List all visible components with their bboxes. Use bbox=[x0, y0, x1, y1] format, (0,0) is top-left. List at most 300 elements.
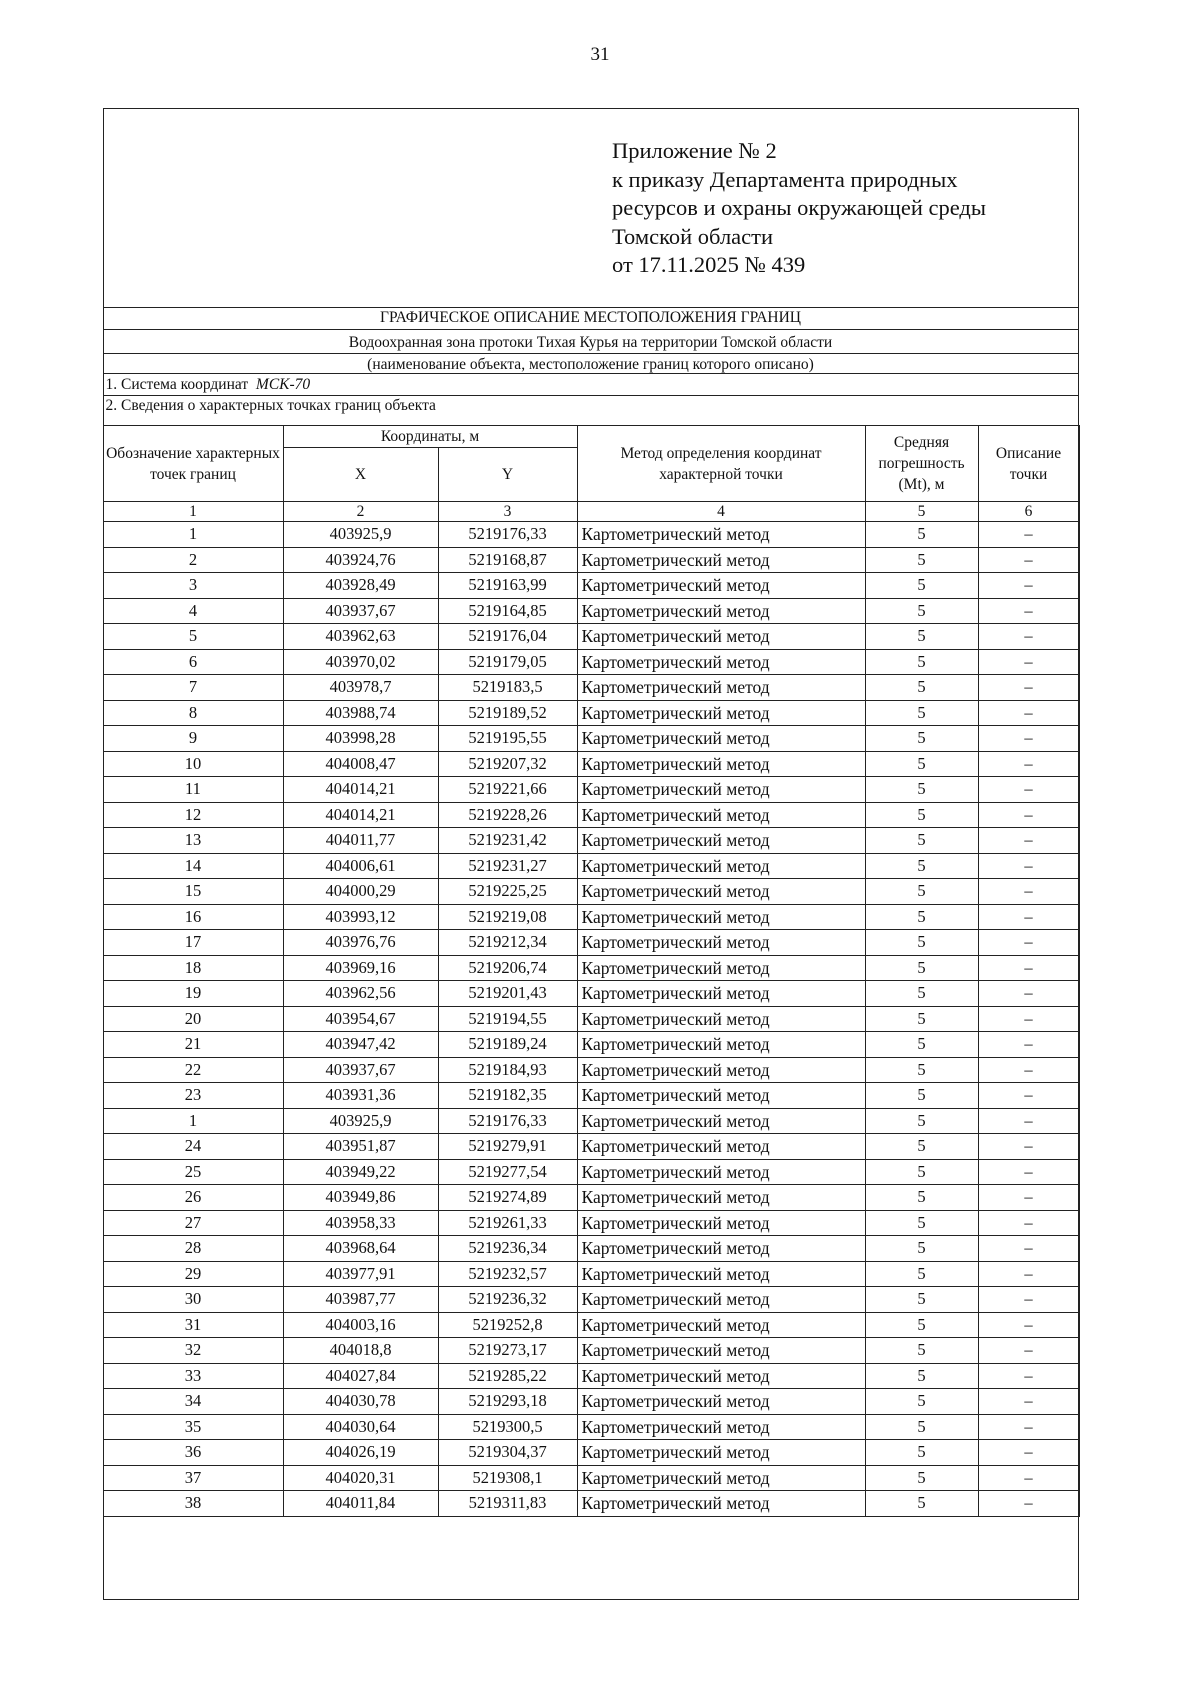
cell-coord-y: 5219231,42 bbox=[438, 828, 577, 854]
cell-coord-y: 5219261,33 bbox=[438, 1210, 577, 1236]
cell-coord-x: 404020,31 bbox=[283, 1465, 438, 1491]
cell-point-id: 2 bbox=[103, 547, 283, 573]
cell-accuracy: 5 bbox=[865, 675, 978, 701]
col-header-x: X bbox=[283, 448, 438, 502]
page-number: 31 bbox=[590, 44, 610, 65]
cell-description: – bbox=[978, 547, 1079, 573]
object-caption: (наименование объекта, местоположение границ которого описано) bbox=[103, 353, 1079, 373]
cell-method: Картометрический метод bbox=[577, 828, 865, 854]
cell-coord-y: 5219206,74 bbox=[438, 955, 577, 981]
cell-coord-x: 403949,86 bbox=[283, 1185, 438, 1211]
table-row bbox=[103, 930, 1079, 956]
cell-accuracy: 5 bbox=[865, 981, 978, 1007]
cell-coord-x: 403998,28 bbox=[283, 726, 438, 752]
col-header-accuracy: Средняя погрешность (Mt), м bbox=[865, 426, 978, 502]
cell-accuracy: 5 bbox=[865, 1389, 978, 1415]
cell-description: – bbox=[978, 1210, 1079, 1236]
cell-accuracy: 5 bbox=[865, 1006, 978, 1032]
cell-coord-x: 404030,78 bbox=[283, 1389, 438, 1415]
cell-point-id: 13 bbox=[103, 828, 283, 854]
col-header-description: Описание точки bbox=[978, 426, 1079, 502]
table-row bbox=[103, 981, 1079, 1007]
cell-coord-y: 5219183,5 bbox=[438, 675, 577, 701]
cell-point-id: 12 bbox=[103, 802, 283, 828]
table-row bbox=[103, 1465, 1079, 1491]
cell-accuracy: 5 bbox=[865, 1134, 978, 1160]
cell-coord-x: 404000,29 bbox=[283, 879, 438, 905]
table-row bbox=[103, 1287, 1079, 1313]
cell-coord-x: 403962,63 bbox=[283, 624, 438, 650]
cell-method: Картометрический метод bbox=[577, 802, 865, 828]
table-row bbox=[103, 1057, 1079, 1083]
cell-coord-x: 403937,67 bbox=[283, 598, 438, 624]
cell-point-id: 5 bbox=[103, 624, 283, 650]
table-row bbox=[103, 1312, 1079, 1338]
cell-method: Картометрический метод bbox=[577, 1261, 865, 1287]
cell-point-id: 33 bbox=[103, 1363, 283, 1389]
cell-method: Картометрический метод bbox=[577, 1287, 865, 1313]
cell-coord-x: 404011,77 bbox=[283, 828, 438, 854]
cell-coord-y: 5219232,57 bbox=[438, 1261, 577, 1287]
cell-coord-x: 403951,87 bbox=[283, 1134, 438, 1160]
col-header-y: Y bbox=[438, 448, 577, 502]
cell-accuracy: 5 bbox=[865, 955, 978, 981]
cell-coord-x: 403988,74 bbox=[283, 700, 438, 726]
cell-method: Картометрический метод bbox=[577, 853, 865, 879]
cell-accuracy: 5 bbox=[865, 930, 978, 956]
table-row bbox=[103, 1185, 1079, 1211]
col-header-point: Обозначение характерных точек границ bbox=[103, 426, 283, 502]
coordinate-system-value: МСК-70 bbox=[255, 376, 311, 393]
table-row bbox=[103, 1389, 1079, 1415]
cell-method: Картометрический метод bbox=[577, 1032, 865, 1058]
table-row bbox=[103, 879, 1079, 905]
cell-method: Картометрический метод bbox=[577, 751, 865, 777]
cell-accuracy: 5 bbox=[865, 726, 978, 752]
table-row bbox=[103, 547, 1079, 573]
cell-coord-y: 5219300,5 bbox=[438, 1414, 577, 1440]
cell-method: Картометрический метод bbox=[577, 1312, 865, 1338]
cell-coord-x: 404030,64 bbox=[283, 1414, 438, 1440]
cell-accuracy: 5 bbox=[865, 751, 978, 777]
cell-point-id: 9 bbox=[103, 726, 283, 752]
table-row bbox=[103, 1414, 1079, 1440]
cell-coord-x: 403954,67 bbox=[283, 1006, 438, 1032]
cell-accuracy: 5 bbox=[865, 879, 978, 905]
table-row bbox=[103, 700, 1079, 726]
cell-coord-y: 5219228,26 bbox=[438, 802, 577, 828]
cell-description: – bbox=[978, 522, 1079, 548]
table-row bbox=[103, 1440, 1079, 1466]
cell-method: Картометрический метод bbox=[577, 930, 865, 956]
cell-coord-y: 5219201,43 bbox=[438, 981, 577, 1007]
document-frame bbox=[103, 108, 1079, 1600]
cell-coord-y: 5219308,1 bbox=[438, 1465, 577, 1491]
table-row bbox=[103, 828, 1079, 854]
cell-point-id: 1 bbox=[103, 1108, 283, 1134]
cell-description: – bbox=[978, 649, 1079, 675]
cell-coord-x: 403925,9 bbox=[283, 522, 438, 548]
cell-coord-y: 5219304,37 bbox=[438, 1440, 577, 1466]
cell-coord-y: 5219179,05 bbox=[438, 649, 577, 675]
table-row bbox=[103, 1363, 1079, 1389]
coordinate-system-label: 1. Система координат bbox=[105, 376, 249, 393]
cell-coord-y: 5219168,87 bbox=[438, 547, 577, 573]
cell-description: – bbox=[978, 828, 1079, 854]
cell-point-id: 20 bbox=[103, 1006, 283, 1032]
cell-accuracy: 5 bbox=[865, 1032, 978, 1058]
cell-coord-x: 404006,61 bbox=[283, 853, 438, 879]
cell-coord-x: 403978,7 bbox=[283, 675, 438, 701]
cell-coord-x: 403925,9 bbox=[283, 1108, 438, 1134]
cell-coord-y: 5219277,54 bbox=[438, 1159, 577, 1185]
table-row bbox=[103, 1210, 1079, 1236]
cell-method: Картометрический метод bbox=[577, 1057, 865, 1083]
cell-point-id: 4 bbox=[103, 598, 283, 624]
column-number: 6 bbox=[978, 502, 1079, 522]
appendix-line: ресурсов и охраны окружающей среды bbox=[612, 195, 986, 220]
cell-method: Картометрический метод bbox=[577, 1338, 865, 1364]
cell-description: – bbox=[978, 726, 1079, 752]
cell-accuracy: 5 bbox=[865, 624, 978, 650]
cell-coord-x: 403924,76 bbox=[283, 547, 438, 573]
cell-description: – bbox=[978, 802, 1079, 828]
cell-method: Картометрический метод bbox=[577, 879, 865, 905]
cell-point-id: 26 bbox=[103, 1185, 283, 1211]
cell-point-id: 37 bbox=[103, 1465, 283, 1491]
table-row bbox=[103, 649, 1079, 675]
table-row bbox=[103, 726, 1079, 752]
appendix-line: от 17.11.2025 № 439 bbox=[612, 252, 806, 277]
cell-accuracy: 5 bbox=[865, 1363, 978, 1389]
cell-point-id: 38 bbox=[103, 1491, 283, 1517]
cell-point-id: 14 bbox=[103, 853, 283, 879]
cell-point-id: 28 bbox=[103, 1236, 283, 1262]
cell-description: – bbox=[978, 1338, 1079, 1364]
cell-coord-x: 403969,16 bbox=[283, 955, 438, 981]
appendix-header bbox=[612, 137, 986, 280]
table-row bbox=[103, 1108, 1079, 1134]
cell-description: – bbox=[978, 700, 1079, 726]
cell-coord-y: 5219184,93 bbox=[438, 1057, 577, 1083]
cell-coord-y: 5219163,99 bbox=[438, 573, 577, 599]
cell-coord-y: 5219311,83 bbox=[438, 1491, 577, 1517]
cell-description: – bbox=[978, 1057, 1079, 1083]
cell-description: – bbox=[978, 1389, 1079, 1415]
cell-coord-y: 5219176,04 bbox=[438, 624, 577, 650]
cell-accuracy: 5 bbox=[865, 1236, 978, 1262]
column-number: 1 bbox=[103, 502, 283, 522]
cell-coord-y: 5219274,89 bbox=[438, 1185, 577, 1211]
cell-accuracy: 5 bbox=[865, 700, 978, 726]
cell-point-id: 1 bbox=[103, 522, 283, 548]
cell-coord-x: 404014,21 bbox=[283, 802, 438, 828]
cell-method: Картометрический метод bbox=[577, 1134, 865, 1160]
cell-accuracy: 5 bbox=[865, 1185, 978, 1211]
cell-coord-x: 403947,42 bbox=[283, 1032, 438, 1058]
cell-method: Картометрический метод bbox=[577, 1414, 865, 1440]
cell-description: – bbox=[978, 675, 1079, 701]
document-title: ГРАФИЧЕСКОЕ ОПИСАНИЕ МЕСТОПОЛОЖЕНИЯ ГРАНИЦ bbox=[103, 307, 1079, 329]
cell-method: Картометрический метод bbox=[577, 726, 865, 752]
cell-coord-y: 5219176,33 bbox=[438, 522, 577, 548]
table-row bbox=[103, 1083, 1079, 1109]
cell-method: Картометрический метод bbox=[577, 573, 865, 599]
cell-description: – bbox=[978, 955, 1079, 981]
cell-method: Картометрический метод bbox=[577, 1159, 865, 1185]
cell-method: Картометрический метод bbox=[577, 700, 865, 726]
cell-method: Картометрический метод bbox=[577, 1491, 865, 1517]
cell-description: – bbox=[978, 1236, 1079, 1262]
cell-description: – bbox=[978, 1159, 1079, 1185]
cell-point-id: 35 bbox=[103, 1414, 283, 1440]
cell-description: – bbox=[978, 1083, 1079, 1109]
cell-description: – bbox=[978, 573, 1079, 599]
cell-description: – bbox=[978, 1312, 1079, 1338]
table-row bbox=[103, 955, 1079, 981]
column-number-row bbox=[103, 502, 1079, 522]
cell-coord-y: 5219231,27 bbox=[438, 853, 577, 879]
cell-point-id: 34 bbox=[103, 1389, 283, 1415]
cell-description: – bbox=[978, 1261, 1079, 1287]
appendix-line: Приложение № 2 bbox=[612, 138, 777, 163]
cell-method: Картометрический метод bbox=[577, 1389, 865, 1415]
cell-coord-x: 403970,02 bbox=[283, 649, 438, 675]
cell-coord-x: 403958,33 bbox=[283, 1210, 438, 1236]
cell-coord-x: 404014,21 bbox=[283, 777, 438, 803]
cell-accuracy: 5 bbox=[865, 777, 978, 803]
cell-description: – bbox=[978, 879, 1079, 905]
cell-coord-y: 5219176,33 bbox=[438, 1108, 577, 1134]
cell-accuracy: 5 bbox=[865, 1465, 978, 1491]
column-number: 3 bbox=[438, 502, 577, 522]
table-row bbox=[103, 751, 1079, 777]
cell-coord-x: 403928,49 bbox=[283, 573, 438, 599]
cell-point-id: 11 bbox=[103, 777, 283, 803]
cell-accuracy: 5 bbox=[865, 1338, 978, 1364]
cell-coord-y: 5219225,25 bbox=[438, 879, 577, 905]
cell-accuracy: 5 bbox=[865, 1159, 978, 1185]
cell-method: Картометрический метод bbox=[577, 1210, 865, 1236]
cell-point-id: 6 bbox=[103, 649, 283, 675]
cell-coord-y: 5219236,32 bbox=[438, 1287, 577, 1313]
cell-method: Картометрический метод bbox=[577, 1108, 865, 1134]
cell-point-id: 7 bbox=[103, 675, 283, 701]
cell-coord-x: 404027,84 bbox=[283, 1363, 438, 1389]
cell-description: – bbox=[978, 904, 1079, 930]
column-number: 2 bbox=[283, 502, 438, 522]
cell-description: – bbox=[978, 1491, 1079, 1517]
cell-point-id: 27 bbox=[103, 1210, 283, 1236]
cell-description: – bbox=[978, 853, 1079, 879]
cell-coord-x: 404026,19 bbox=[283, 1440, 438, 1466]
cell-method: Картометрический метод bbox=[577, 1363, 865, 1389]
cell-description: – bbox=[978, 1287, 1079, 1313]
cell-accuracy: 5 bbox=[865, 1210, 978, 1236]
table-row bbox=[103, 802, 1079, 828]
cell-accuracy: 5 bbox=[865, 1083, 978, 1109]
cell-accuracy: 5 bbox=[865, 598, 978, 624]
cell-point-id: 36 bbox=[103, 1440, 283, 1466]
cell-coord-y: 5219279,91 bbox=[438, 1134, 577, 1160]
cell-point-id: 22 bbox=[103, 1057, 283, 1083]
cell-method: Картометрический метод bbox=[577, 598, 865, 624]
cell-point-id: 32 bbox=[103, 1338, 283, 1364]
cell-coord-x: 404008,47 bbox=[283, 751, 438, 777]
table-row bbox=[103, 1159, 1079, 1185]
cell-accuracy: 5 bbox=[865, 1312, 978, 1338]
cell-coord-x: 403993,12 bbox=[283, 904, 438, 930]
cell-point-id: 15 bbox=[103, 879, 283, 905]
cell-point-id: 19 bbox=[103, 981, 283, 1007]
cell-point-id: 29 bbox=[103, 1261, 283, 1287]
column-number: 4 bbox=[577, 502, 865, 522]
cell-description: – bbox=[978, 1363, 1079, 1389]
cell-point-id: 16 bbox=[103, 904, 283, 930]
table-row bbox=[103, 1338, 1079, 1364]
cell-coord-y: 5219236,34 bbox=[438, 1236, 577, 1262]
cell-coord-x: 403962,56 bbox=[283, 981, 438, 1007]
cell-method: Картометрический метод bbox=[577, 547, 865, 573]
object-name: Водоохранная зона протоки Тихая Курья на территории Томской области bbox=[103, 329, 1079, 353]
cell-description: – bbox=[978, 777, 1079, 803]
coordinate-system-row bbox=[103, 373, 1079, 395]
cell-accuracy: 5 bbox=[865, 828, 978, 854]
cell-coord-y: 5219219,08 bbox=[438, 904, 577, 930]
cell-point-id: 21 bbox=[103, 1032, 283, 1058]
cell-coord-y: 5219221,66 bbox=[438, 777, 577, 803]
cell-description: – bbox=[978, 751, 1079, 777]
cell-accuracy: 5 bbox=[865, 853, 978, 879]
cell-coord-x: 404003,16 bbox=[283, 1312, 438, 1338]
cell-point-id: 30 bbox=[103, 1287, 283, 1313]
cell-method: Картометрический метод bbox=[577, 1465, 865, 1491]
appendix-line: к приказу Департамента природных bbox=[612, 166, 958, 192]
cell-description: – bbox=[978, 1440, 1079, 1466]
cell-coord-y: 5219285,22 bbox=[438, 1363, 577, 1389]
table-row bbox=[103, 624, 1079, 650]
cell-accuracy: 5 bbox=[865, 1440, 978, 1466]
cell-coord-y: 5219189,52 bbox=[438, 700, 577, 726]
cell-coord-y: 5219164,85 bbox=[438, 598, 577, 624]
cell-description: – bbox=[978, 930, 1079, 956]
cell-accuracy: 5 bbox=[865, 1414, 978, 1440]
cell-coord-y: 5219207,32 bbox=[438, 751, 577, 777]
cell-method: Картометрический метод bbox=[577, 675, 865, 701]
cell-description: – bbox=[978, 598, 1079, 624]
cell-method: Картометрический метод bbox=[577, 1185, 865, 1211]
cell-accuracy: 5 bbox=[865, 904, 978, 930]
cell-coord-x: 403968,64 bbox=[283, 1236, 438, 1262]
cell-coord-y: 5219293,18 bbox=[438, 1389, 577, 1415]
cell-description: – bbox=[978, 981, 1079, 1007]
cell-point-id: 17 bbox=[103, 930, 283, 956]
cell-accuracy: 5 bbox=[865, 547, 978, 573]
table-row bbox=[103, 904, 1079, 930]
cell-method: Картометрический метод bbox=[577, 522, 865, 548]
cell-point-id: 24 bbox=[103, 1134, 283, 1160]
table-row bbox=[103, 522, 1079, 548]
cell-accuracy: 5 bbox=[865, 1057, 978, 1083]
cell-method: Картометрический метод bbox=[577, 955, 865, 981]
cell-method: Картометрический метод bbox=[577, 1236, 865, 1262]
cell-description: – bbox=[978, 1465, 1079, 1491]
cell-coord-y: 5219212,34 bbox=[438, 930, 577, 956]
cell-method: Картометрический метод bbox=[577, 981, 865, 1007]
col-header-method: Метод определения координат характерной точки bbox=[577, 426, 865, 502]
table-row bbox=[103, 1134, 1079, 1160]
table-row bbox=[103, 1006, 1079, 1032]
cell-coord-y: 5219252,8 bbox=[438, 1312, 577, 1338]
cell-coord-y: 5219189,24 bbox=[438, 1032, 577, 1058]
cell-coord-x: 404011,84 bbox=[283, 1491, 438, 1517]
cell-description: – bbox=[978, 1108, 1079, 1134]
cell-coord-x: 403931,36 bbox=[283, 1083, 438, 1109]
cell-accuracy: 5 bbox=[865, 573, 978, 599]
col-header-coordinates: Координаты, м bbox=[283, 426, 577, 448]
column-number: 5 bbox=[865, 502, 978, 522]
cell-accuracy: 5 bbox=[865, 1108, 978, 1134]
cell-point-id: 18 bbox=[103, 955, 283, 981]
cell-accuracy: 5 bbox=[865, 1261, 978, 1287]
table-row bbox=[103, 777, 1079, 803]
points-section-label: 2. Сведения о характерных точках границ объекта bbox=[103, 395, 1079, 425]
cell-coord-y: 5219273,17 bbox=[438, 1338, 577, 1364]
cell-coord-x: 403976,76 bbox=[283, 930, 438, 956]
cell-description: – bbox=[978, 1414, 1079, 1440]
cell-point-id: 23 bbox=[103, 1083, 283, 1109]
cell-method: Картометрический метод bbox=[577, 777, 865, 803]
cell-method: Картометрический метод bbox=[577, 1006, 865, 1032]
cell-description: – bbox=[978, 1006, 1079, 1032]
cell-method: Картометрический метод bbox=[577, 1083, 865, 1109]
cell-method: Картометрический метод bbox=[577, 624, 865, 650]
table-row bbox=[103, 853, 1079, 879]
appendix-line: Томской области bbox=[612, 223, 774, 249]
table-row bbox=[103, 598, 1079, 624]
cell-coord-y: 5219194,55 bbox=[438, 1006, 577, 1032]
cell-accuracy: 5 bbox=[865, 649, 978, 675]
cell-coord-x: 403977,91 bbox=[283, 1261, 438, 1287]
cell-description: – bbox=[978, 1032, 1079, 1058]
cell-accuracy: 5 bbox=[865, 1287, 978, 1313]
cell-accuracy: 5 bbox=[865, 522, 978, 548]
cell-point-id: 3 bbox=[103, 573, 283, 599]
cell-point-id: 31 bbox=[103, 1312, 283, 1338]
cell-coord-x: 404018,8 bbox=[283, 1338, 438, 1364]
cell-coord-x: 403949,22 bbox=[283, 1159, 438, 1185]
cell-coord-y: 5219182,35 bbox=[438, 1083, 577, 1109]
table-row bbox=[103, 675, 1079, 701]
cell-description: – bbox=[978, 624, 1079, 650]
points-table bbox=[103, 425, 1080, 1517]
table-row bbox=[103, 1032, 1079, 1058]
cell-point-id: 8 bbox=[103, 700, 283, 726]
table-row bbox=[103, 1236, 1079, 1262]
cell-accuracy: 5 bbox=[865, 1491, 978, 1517]
cell-coord-x: 403937,67 bbox=[283, 1057, 438, 1083]
cell-method: Картометрический метод bbox=[577, 649, 865, 675]
cell-accuracy: 5 bbox=[865, 802, 978, 828]
cell-method: Картометрический метод bbox=[577, 1440, 865, 1466]
cell-point-id: 25 bbox=[103, 1159, 283, 1185]
cell-coord-y: 5219195,55 bbox=[438, 726, 577, 752]
cell-description: – bbox=[978, 1185, 1079, 1211]
cell-method: Картометрический метод bbox=[577, 904, 865, 930]
table-row bbox=[103, 573, 1079, 599]
table-row bbox=[103, 1261, 1079, 1287]
cell-point-id: 10 bbox=[103, 751, 283, 777]
